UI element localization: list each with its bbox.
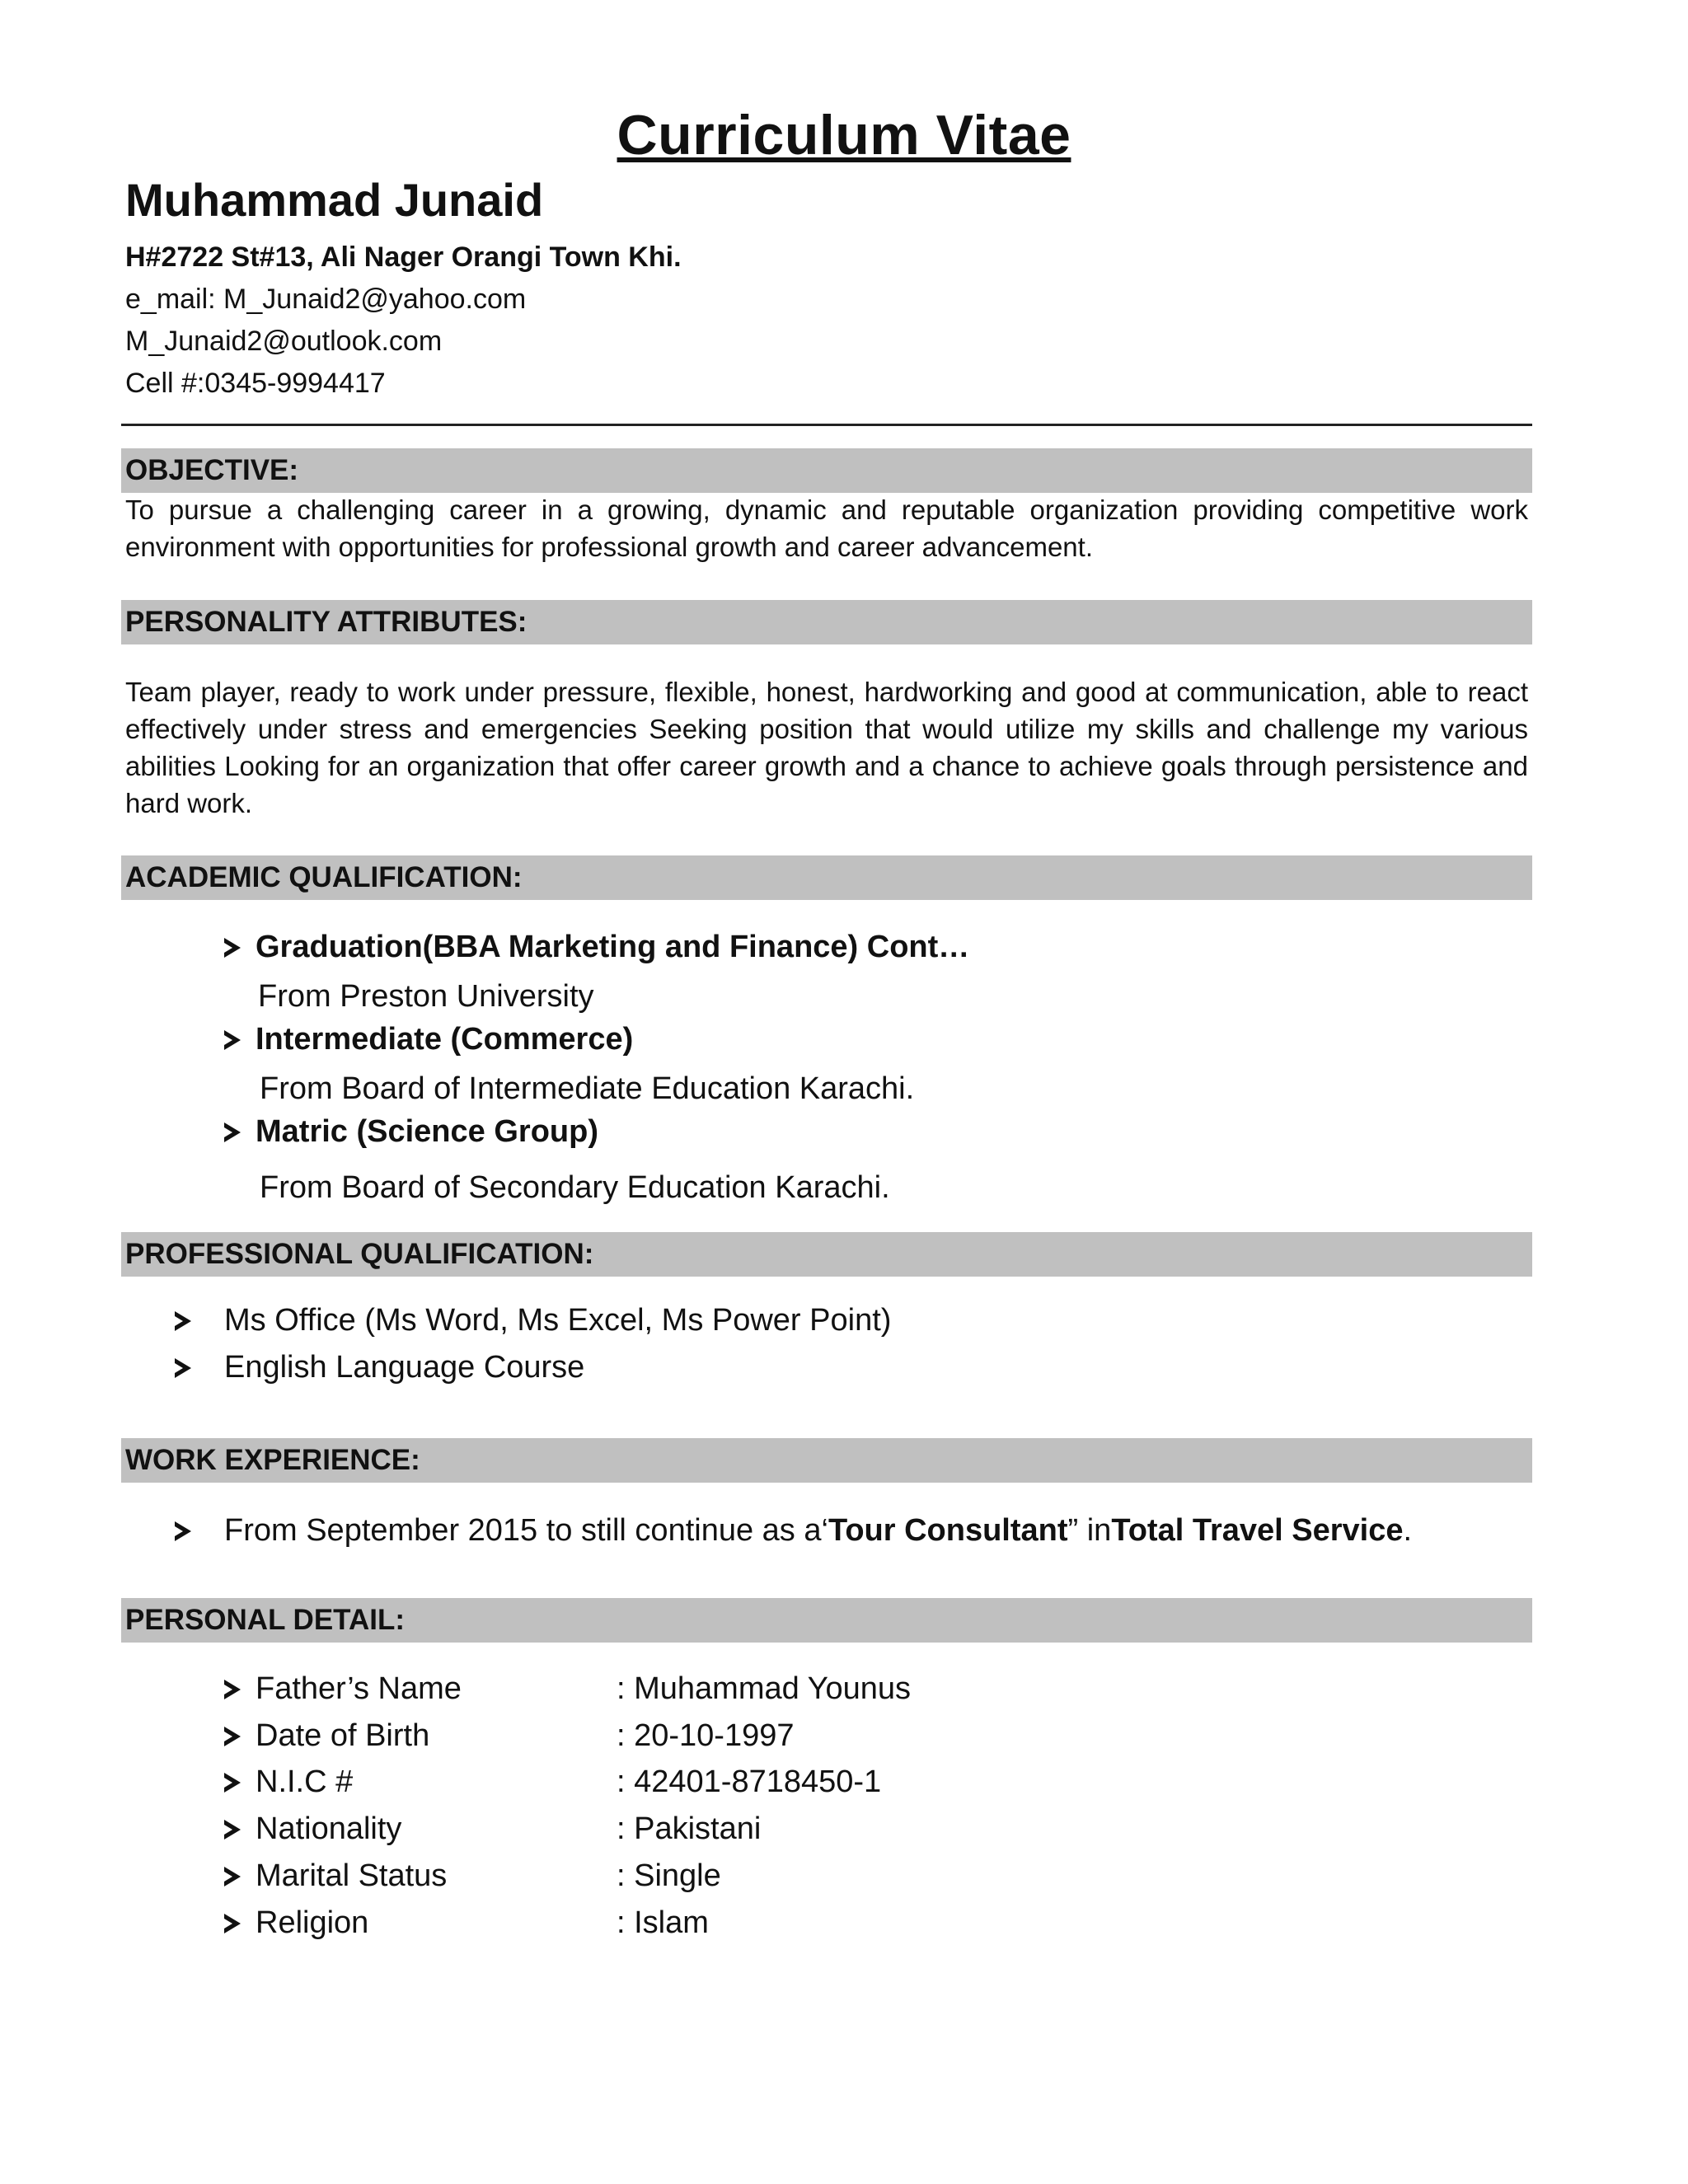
work-suffix: .	[1403, 1513, 1413, 1548]
personal-row	[224, 1858, 721, 1894]
academic-degree: Matric (Science Group)	[256, 1114, 598, 1149]
personal-label: Date of Birth	[256, 1718, 430, 1753]
work-prefix: From September 2015 to still continue as a‘	[224, 1513, 828, 1548]
academic-degree: Intermediate (Commerce)	[256, 1022, 634, 1057]
personal-value: : 42401-8718450-1	[617, 1765, 882, 1799]
section-personality-heading: PERSONALITY ATTRIBUTES:	[121, 600, 1532, 644]
arrow-bullet-icon	[224, 938, 241, 958]
section-professional-heading: PROFESSIONAL QUALIFICATION:	[121, 1232, 1532, 1277]
email-secondary: M_Junaid2@outlook.com	[125, 326, 443, 357]
work-middle: ” in	[1067, 1513, 1112, 1548]
professional-item-label: Ms Office (Ms Word, Ms Excel, Ms Power Point)	[224, 1303, 892, 1338]
personal-row	[224, 1811, 761, 1847]
personality-text: Team player, ready to work under pressure, flexible, honest, hardworking and good at communication, able to react effectively under stress and emergencies Seeking position that would utilize my skills and challenge my various abilities Looking for an organization that offer career growth and a chance to achieve goals through persistence and hard work.	[125, 677, 1528, 818]
arrow-bullet-icon	[224, 1867, 241, 1886]
professional-item	[175, 1303, 891, 1338]
work-role: Tour Consultant	[828, 1513, 1068, 1548]
arrow-bullet-icon	[224, 1773, 241, 1793]
personal-value: : Islam	[617, 1905, 709, 1940]
personal-row	[224, 1905, 709, 1941]
academic-institution: From Preston University	[258, 979, 594, 1014]
professional-item	[175, 1350, 584, 1385]
personal-value: : 20-10-1997	[617, 1718, 795, 1753]
arrow-bullet-icon	[224, 1914, 241, 1933]
personal-label: Nationality	[256, 1811, 402, 1846]
arrow-bullet-icon	[224, 1727, 241, 1746]
arrow-bullet-icon	[175, 1358, 191, 1378]
personal-row	[224, 1718, 795, 1754]
arrow-bullet-icon	[224, 1122, 241, 1142]
address: H#2722 St#13, Ali Nager Orangi Town Khi.	[125, 241, 682, 273]
academic-institution: From Board of Intermediate Education Karachi.	[260, 1071, 915, 1106]
cell-number: Cell #:0345-9994417	[125, 368, 386, 399]
personal-label: Religion	[256, 1905, 369, 1940]
personal-value: : Single	[617, 1858, 721, 1893]
header-divider	[121, 424, 1532, 426]
candidate-name: Muhammad Junaid	[125, 174, 544, 226]
personal-value: : Pakistani	[617, 1811, 762, 1846]
personal-row	[224, 1671, 911, 1707]
work-company: Total Travel Service	[1111, 1513, 1404, 1548]
section-academic-heading: ACADEMIC QUALIFICATION:	[121, 855, 1532, 900]
personal-value: : Muhammad Younus	[617, 1671, 912, 1706]
arrow-bullet-icon	[175, 1521, 191, 1541]
academic-institution: From Board of Secondary Education Karachi.	[260, 1170, 890, 1205]
objective-text: To pursue a challenging career in a growing, dynamic and reputable organization providing competitive work environment with opportunities for professional growth and career advancement.	[125, 494, 1528, 562]
arrow-bullet-icon	[224, 1820, 241, 1840]
academic-degree: Graduation(BBA Marketing and Finance) Cont…	[256, 930, 970, 964]
personal-label: Father’s Name	[256, 1671, 462, 1706]
arrow-bullet-icon	[224, 1030, 241, 1050]
email-primary: e_mail: M_Junaid2@yahoo.com	[125, 284, 527, 315]
work-item	[175, 1513, 1412, 1549]
personal-label: N.I.C #	[256, 1765, 354, 1799]
section-work-heading: WORK EXPERIENCE:	[121, 1438, 1532, 1483]
document-title: Curriculum Vitae	[617, 104, 1071, 166]
section-personal-heading: PERSONAL DETAIL:	[121, 1598, 1532, 1643]
academic-item	[224, 930, 969, 965]
arrow-bullet-icon	[175, 1311, 191, 1331]
professional-item-label: English Language Course	[224, 1350, 585, 1385]
arrow-bullet-icon	[224, 1680, 241, 1699]
personal-row	[224, 1765, 881, 1800]
academic-item	[224, 1022, 633, 1057]
section-objective-heading: OBJECTIVE:	[121, 448, 1532, 493]
academic-item	[224, 1114, 598, 1150]
personal-label: Marital Status	[256, 1858, 448, 1893]
